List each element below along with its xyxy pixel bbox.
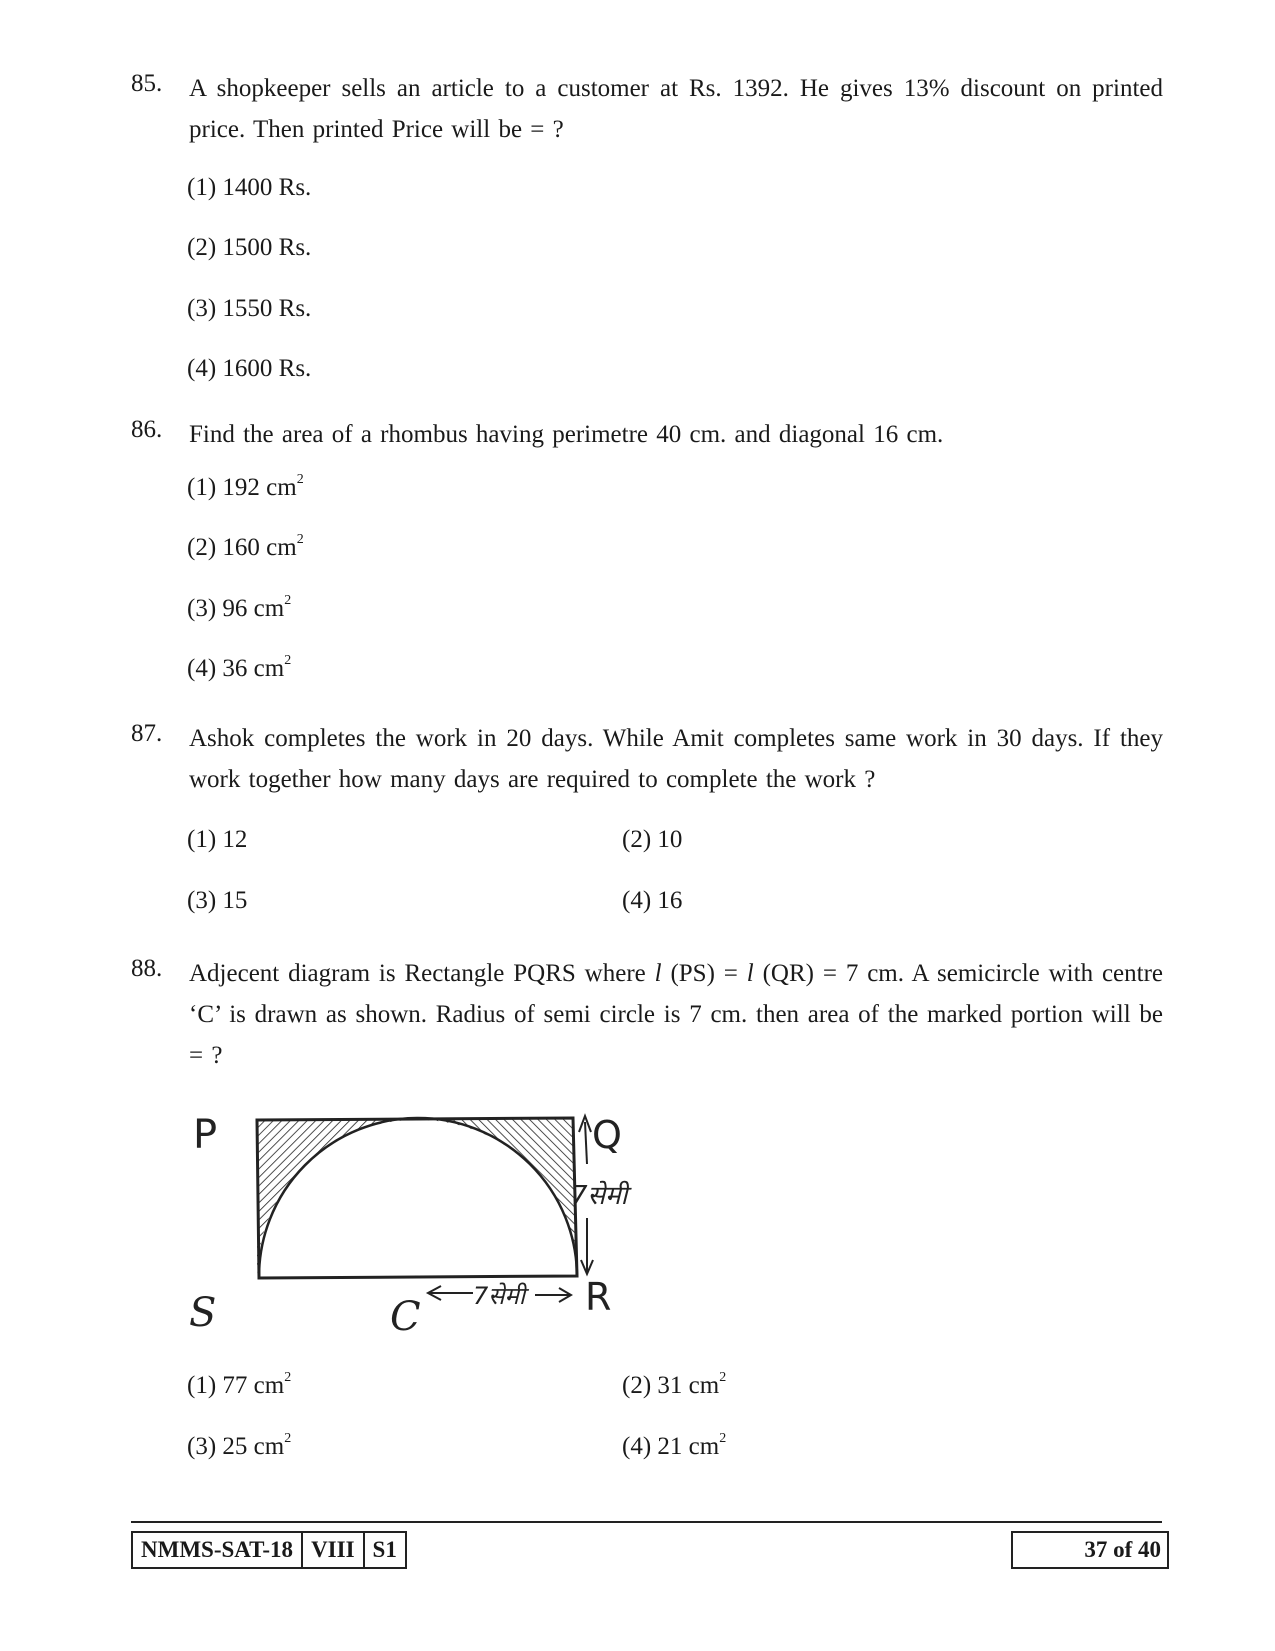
question-number: 87. [131, 720, 163, 747]
option-1[interactable] [187, 1372, 291, 1400]
option-2[interactable] [187, 534, 304, 562]
option-4[interactable] [187, 655, 291, 683]
option-text: (2) 160 cm [187, 534, 297, 561]
option-2[interactable]: (2) 1500 Rs. [187, 234, 312, 261]
rectangle-semicircle-figure [185, 1098, 685, 1358]
option-text: (2) 31 cm [622, 1372, 720, 1399]
length-symbol: l [746, 960, 754, 987]
footer-rule [131, 1521, 1162, 1523]
class-label: VIII [303, 1533, 364, 1567]
option-text: (3) 96 cm [187, 595, 285, 622]
unit-exponent: 2 [284, 1431, 292, 1446]
option-1[interactable]: (1) 12 [187, 826, 248, 853]
question-text-part: (QR) = 7 cm. A semicircle with centre ‘C’ is drawn as shown. Radius of semi circle is 7 cm. then area of the marked portion will be = ? [189, 960, 1163, 1069]
option-text: (4) 21 cm [622, 1433, 720, 1460]
question-text: Ashok completes the work in 20 days. While Amit completes same work in 30 days. If they work together how many days are required to complete the work ? [189, 725, 1163, 793]
shaded-region-right [415, 1118, 577, 1278]
question-number: 88. [131, 955, 163, 982]
radius-length-label: 7सेमी [473, 1282, 526, 1310]
unit-exponent: 2 [296, 472, 304, 487]
figure-svg [185, 1098, 685, 1358]
option-4[interactable]: (4) 16 [622, 887, 683, 914]
question-text-part: Adjecent diagram is Rectangle PQRS where [189, 960, 655, 987]
unit-exponent: 2 [284, 653, 292, 668]
label-p: P [193, 1112, 218, 1158]
side-length-label: 7सेमी [571, 1181, 628, 1211]
option-1[interactable]: (1) 1400 Rs. [187, 174, 312, 201]
unit-exponent: 2 [296, 532, 304, 547]
option-2[interactable]: (2) 10 [622, 826, 683, 853]
footer-code-box [131, 1531, 407, 1569]
option-text: (1) 77 cm [187, 1372, 285, 1399]
option-text: (4) 36 cm [187, 655, 285, 682]
option-3[interactable] [187, 595, 291, 623]
option-text: (1) 192 cm [187, 474, 297, 501]
option-3[interactable]: (3) 15 [187, 887, 248, 914]
unit-exponent: 2 [284, 593, 292, 608]
question-number: 86. [131, 416, 163, 443]
question-text [189, 953, 1163, 1076]
label-c: C [390, 1294, 421, 1340]
option-3[interactable] [187, 1433, 291, 1461]
unit-exponent: 2 [719, 1431, 727, 1446]
option-4[interactable] [622, 1433, 726, 1461]
question-number: 85. [131, 70, 163, 97]
length-symbol: l [654, 960, 662, 987]
option-3[interactable]: (3) 1550 Rs. [187, 295, 312, 322]
unit-exponent: 2 [284, 1370, 292, 1385]
question-text-part: (PS) = [661, 960, 747, 987]
option-2[interactable] [622, 1372, 726, 1400]
set-label: S1 [372, 1537, 397, 1562]
option-4[interactable]: (4) 1600 Rs. [187, 355, 312, 382]
option-text: (3) 25 cm [187, 1433, 285, 1460]
option-1[interactable] [187, 474, 304, 502]
exam-code: NMMS-SAT-18 [133, 1533, 303, 1567]
label-s: S [189, 1290, 217, 1336]
question-text: A shopkeeper sells an article to a customer at Rs. 1392. He gives 13% discount on printed price. Then printed Price will be = ? [189, 75, 1163, 143]
label-r: R [585, 1275, 612, 1319]
page-number: 37 of 40 [1011, 1531, 1169, 1569]
label-q: Q [592, 1113, 622, 1157]
unit-exponent: 2 [719, 1370, 727, 1385]
side-arrow-line [585, 1122, 587, 1164]
question-text: Find the area of a rhombus having perimetre 40 cm. and diagonal 16 cm. [189, 421, 944, 448]
